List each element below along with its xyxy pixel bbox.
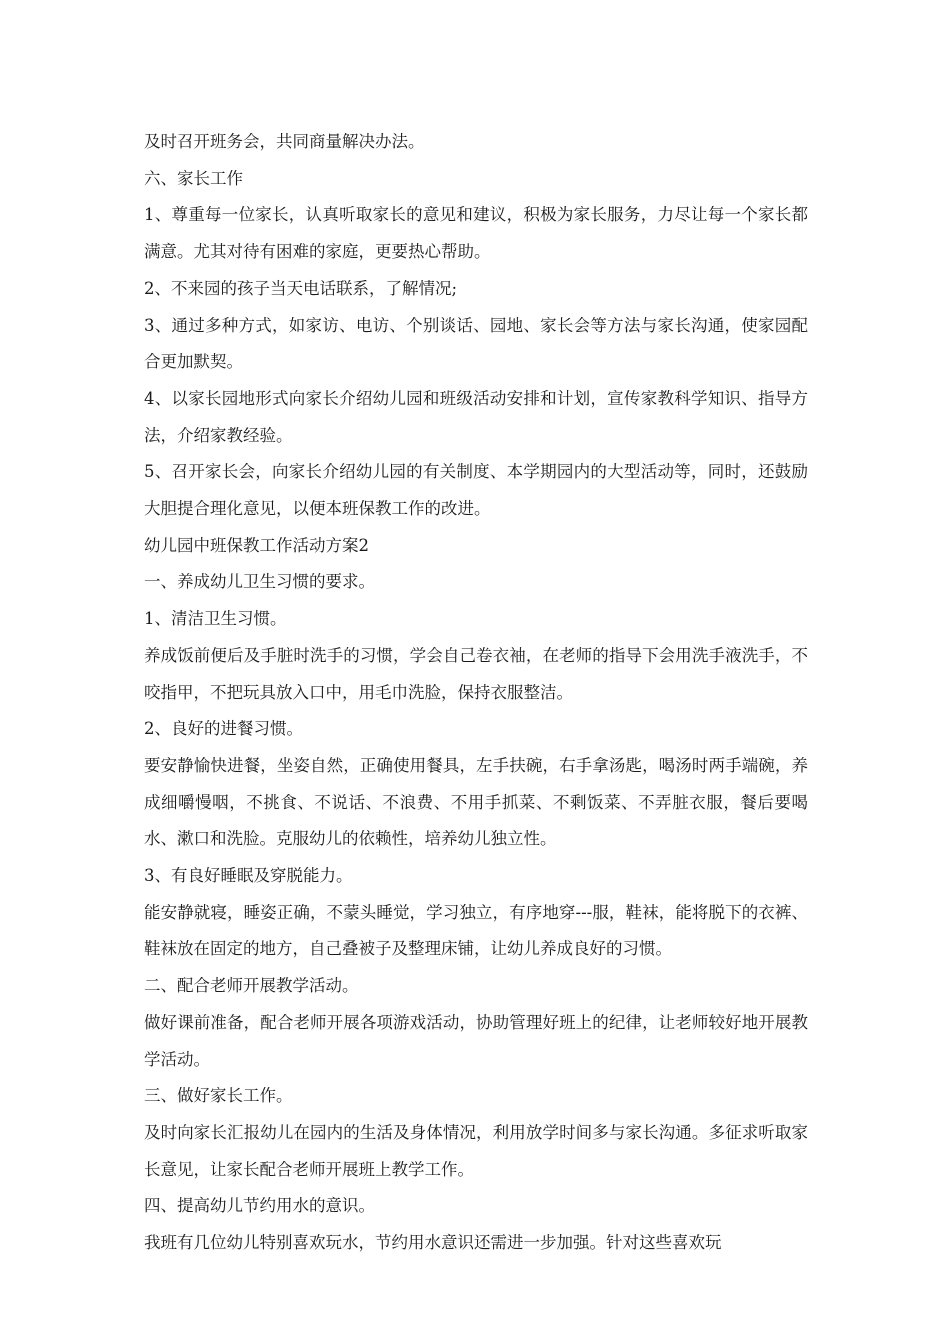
- section-heading: 四、提高幼儿节约用水的意识。: [144, 1196, 375, 1216]
- paragraph: 能安静就寝，睡姿正确，不蒙头睡觉，学习独立，有序地穿---服，鞋袜，能将脱下的衣裤、鞋袜放在固定的地方，自己叠被子及整理床铺，让幼儿养成良好的习惯。: [144, 902, 808, 959]
- paragraph: 我班有几位幼儿特别喜欢玩水，节约用水意识还需进一步加强。针对这些喜欢玩: [144, 1233, 722, 1253]
- paragraph: 及时向家长汇报幼儿在园内的生活及身体情况，利用放学时间多与家长沟通。多征求听取家长意见，让家长配合老师开展班上教学工作。: [144, 1122, 808, 1179]
- section-heading: 二、配合老师开展教学活动。: [144, 976, 359, 996]
- subsection-heading: 2、良好的进餐习惯。: [144, 719, 303, 739]
- paragraph: 养成饭前便后及手脏时洗手的习惯，学会自己卷衣袖，在老师的指导下会用洗手液洗手，不咬指甲，不把玩具放入口中，用毛巾洗脸，保持衣服整洁。: [144, 645, 808, 702]
- paragraph: 5、召开家长会，向家长介绍幼儿园的有关制度、本学期园内的大型活动等，同时，还鼓励大胆提合理化意见，以便本班保教工作的改进。: [144, 462, 808, 519]
- paragraph: 3、通过多种方式，如家访、电访、个别谈话、园地、家长会等方法与家长沟通，使家园配合更加默契。: [144, 315, 808, 372]
- paragraph: 4、以家长园地形式向家长介绍幼儿园和班级活动安排和计划，宣传家教科学知识、指导方法，介绍家教经验。: [144, 388, 808, 445]
- paragraph: 要安静愉快进餐，坐姿自然，正确使用餐具，左手扶碗，右手拿汤匙，喝汤时两手端碗，养成细嚼慢咽，不挑食、不说话、不浪费、不用手抓菜、不剩饭菜、不弄脏衣服，餐后要喝水、漱口和洗脸。克服幼儿的依赖性，培养幼儿独立性。: [144, 755, 808, 849]
- paragraph: 2、不来园的孩子当天电话联系，了解情况;: [144, 278, 458, 298]
- section-heading: 三、做好家长工作。: [144, 1086, 293, 1106]
- paragraph: 1、尊重每一位家长，认真听取家长的意见和建议，积极为家长服务，力尽让每一个家长都满意。尤其对待有困难的家庭，更要热心帮助。: [144, 205, 808, 262]
- document-title: 幼儿园中班保教工作活动方案2: [144, 535, 369, 555]
- document-page: [144, 124, 808, 1262]
- paragraph: 及时召开班务会，共同商量解决办法。: [144, 132, 425, 151]
- paragraph: 做好课前准备，配合老师开展各项游戏活动，协助管理好班上的纪律，让老师较好地开展教学活动。: [144, 1012, 808, 1069]
- subsection-heading: 3、有良好睡眠及穿脱能力。: [144, 866, 353, 886]
- section-heading: 六、家长工作: [144, 168, 243, 188]
- subsection-heading: 1、清洁卫生习惯。: [144, 609, 287, 629]
- section-heading: 一、养成幼儿卫生习惯的要求。: [144, 572, 375, 592]
